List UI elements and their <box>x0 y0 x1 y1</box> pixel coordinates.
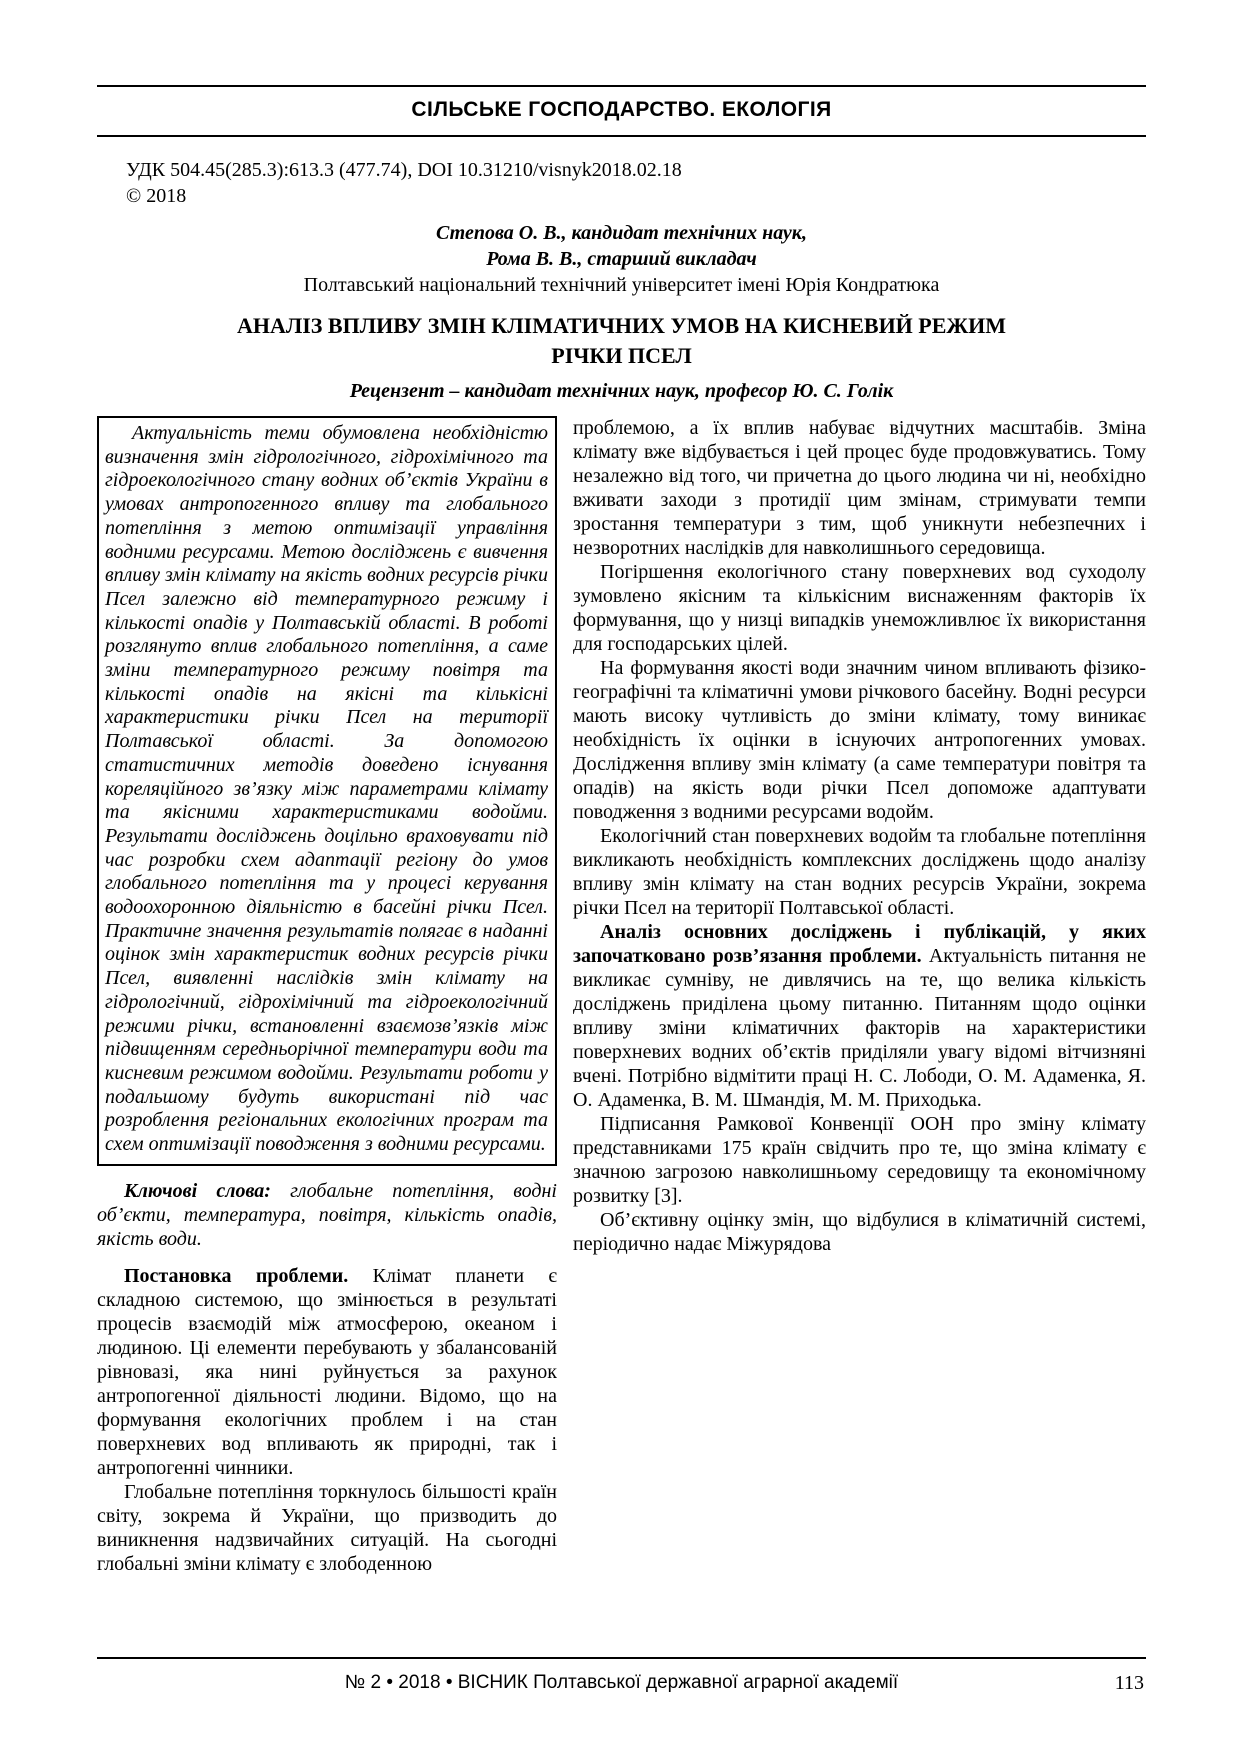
analysis-heading: Аналіз основних досліджень і публікацій, у яких започатковано розв’язання проблеми. <box>573 921 1146 967</box>
paragraph-global-warming: Глобальне потепління торкнулось більшості країн світу, зокрема й України, що призводить до виникнення надзвичайних ситуацій. На сьогодні глобальні зміни клімату є злободенною <box>97 1480 557 1575</box>
udk-doi-line: УДК 504.45(285.3):613.3 (477.74), DOI 10.31210/visnyk2018.02.18 <box>126 159 682 181</box>
keywords-paragraph <box>97 1179 557 1251</box>
problem-statement-text: Клімат планети є складною системою, що змінюється в результаті процесів взаємодій між атмосферою, океаном і людиною. Ці елементи перебувають у збалансованій рівновазі, яка нині руйнується за рахунок антропогенної діяльності людини. Відомо, що на формування екологічних проблем і на стан поверхневих вод впливають як природні, так і антропогенні чинники. <box>97 1264 557 1479</box>
right-column <box>573 416 1146 1256</box>
two-column-body <box>97 416 1146 1576</box>
page-number: 113 <box>1114 1672 1144 1694</box>
author-line-1: Степова О. В., кандидат технічних наук, <box>436 222 807 244</box>
running-header-text: СІЛЬСЬКЕ ГОСПОДАРСТВО. ЕКОЛОГІЯ <box>411 98 832 121</box>
paragraph-continuation: проблемою, а їх вплив набуває відчутних масштабів. Зміна клімату вже відбувається і цей процес буде продовжуватись. Тому незалежно від того, чи причетна до цього людина чи ні, необхідно вживати заходи з протидії цим змінам, стримувати темпи зростання температури з тим, щоб уникнути небезпечних і незворотних наслідків для навколишнього середовища. <box>573 417 1146 559</box>
problem-statement-paragraph <box>97 1264 557 1480</box>
footer-issue-line: № 2 • 2018 • ВІСНИК Полтавської державної аграрної академії <box>344 1672 899 1693</box>
article-title-line-2: РІЧКИ ПСЕЛ <box>551 343 692 368</box>
journal-footer <box>97 1657 1146 1694</box>
reviewer-line: Рецензент – кандидат технічних наук, професор Ю. С. Голік <box>349 380 894 402</box>
analysis-paragraph <box>573 920 1146 1112</box>
analysis-text: Актуальність питання не викликає сумніву, не дивлячись на те, що велика кількість досліджень приділена цьому питанню. Питанням щодо оцінки впливу зміни кліматичних факторів на характеристики поверхневих водних об’єктів приділяли увагу відомі вітчизняні вчені. Потрібно відмітити праці Н. С. Лободи, О. М. Адаменка, Я. О. Адаменка, В. М. Шмандія, М. М. Приходька. <box>573 945 1146 1111</box>
abstract-box <box>97 416 557 1166</box>
keywords-text: глобальне потепління, водні об’єкти, температура, повітря, кількість опадів, якість води. <box>97 1179 557 1250</box>
running-header <box>97 85 1146 137</box>
paragraph-degradation: Погіршення екологічного стану поверхневих вод суходолу зумовлено якісним та кількісним виснаженням факторів їх формування, що у низці випадків унеможливлює їх використання для господарських цілей. <box>573 561 1146 655</box>
paragraph-ecological-state: Екологічний стан поверхневих водойм та глобальне потепління викликають необхідність комплексних досліджень щодо аналізу впливу змін клімату на стан водних ресурсів України, зокрема річки Псел на території Полтавської області. <box>573 825 1146 919</box>
abstract-text: Актуальність теми обумовлена необхідністю визначення змін гідрологічного, гідрохімічного та гідроекологічного стану водних об’єктів України в умовах антропогенного впливу та глобального потепління з метою оптимізації управління водними ресурсами. Метою досліджень є вивчення впливу змін клімату на якість водних ресурсів річки Псел залежно від температурного режиму і кількості опадів у Полтавській області. В роботі розглянуто вплив глобального потепління, а саме зміни температурного режиму повітря та кількості опадів на якісні та кількісні характеристики річки Псел на території Полтавської області. За допомогою статистичних методів доведено існування кореляційного зв’язку між параметрами клімату та якісними характеристиками водойми. Результати досліджень доцільно враховувати під час розробки схем адаптації регіону до умов глобального потепління та у процесі керування водоохоронною діяльністю в басейні річки Псел. Практичне значення результатів полягає в наданні оцінок змін характеристик водних ресурсів річки Псел, виявленні наслідків змін клімату на гідрологічний, гідрохімічний та гідроекологічний режими річки, встановленні взаємозв’язків між підвищенням середньорічної температури води та кисневим режимом водойми. Результати роботи у подальшому будуть використані під час розроблення регіональних екологічних програм та схем оптимізації поводження з водними ресурсами. <box>105 422 548 1156</box>
article-title-line-1: АНАЛІЗ ВПЛИВУ ЗМІН КЛІМАТИЧНИХ УМОВ НА КИСНЕВИЙ РЕЖИМ <box>236 313 1007 338</box>
authors-block <box>97 220 1146 298</box>
left-column <box>97 416 557 1576</box>
article-meta <box>126 157 1146 209</box>
article-title <box>97 311 1146 371</box>
affiliation-line: Полтавський національний технічний університет імені Юрія Кондратюка <box>303 274 940 296</box>
paragraph-objective-assessment: Об’єктивну оцінку змін, що відбулися в кліматичній системі, періодично надає Міжурядова <box>573 1209 1146 1255</box>
keywords-label: Ключові слова: <box>124 1179 271 1202</box>
paragraph-water-quality: На формування якості води значним чином впливають фізико-географічні та кліматичні умови річкового басейну. Водні ресурси мають високу чутливість до зміни клімату, тому виникає необхідність їх оцінки в існуючих антропогенних умовах. Дослідження впливу змін клімату (а саме температури повітря та опадів) на якість води річки Псел допоможе адаптувати поводження з водними ресурсами водойм. <box>573 657 1146 823</box>
copyright-line: © 2018 <box>126 185 187 207</box>
paragraph-un-convention: Підписання Рамкової Конвенції ООН про зміну клімату представниками 175 країн свідчить про те, що зміна клімату є значною загрозою навколишньому середовищу та економічному розвитку [3]. <box>573 1113 1146 1207</box>
problem-statement-heading: Постановка проблеми. <box>124 1264 349 1287</box>
author-line-2: Рома В. В., старший викладач <box>486 248 757 270</box>
